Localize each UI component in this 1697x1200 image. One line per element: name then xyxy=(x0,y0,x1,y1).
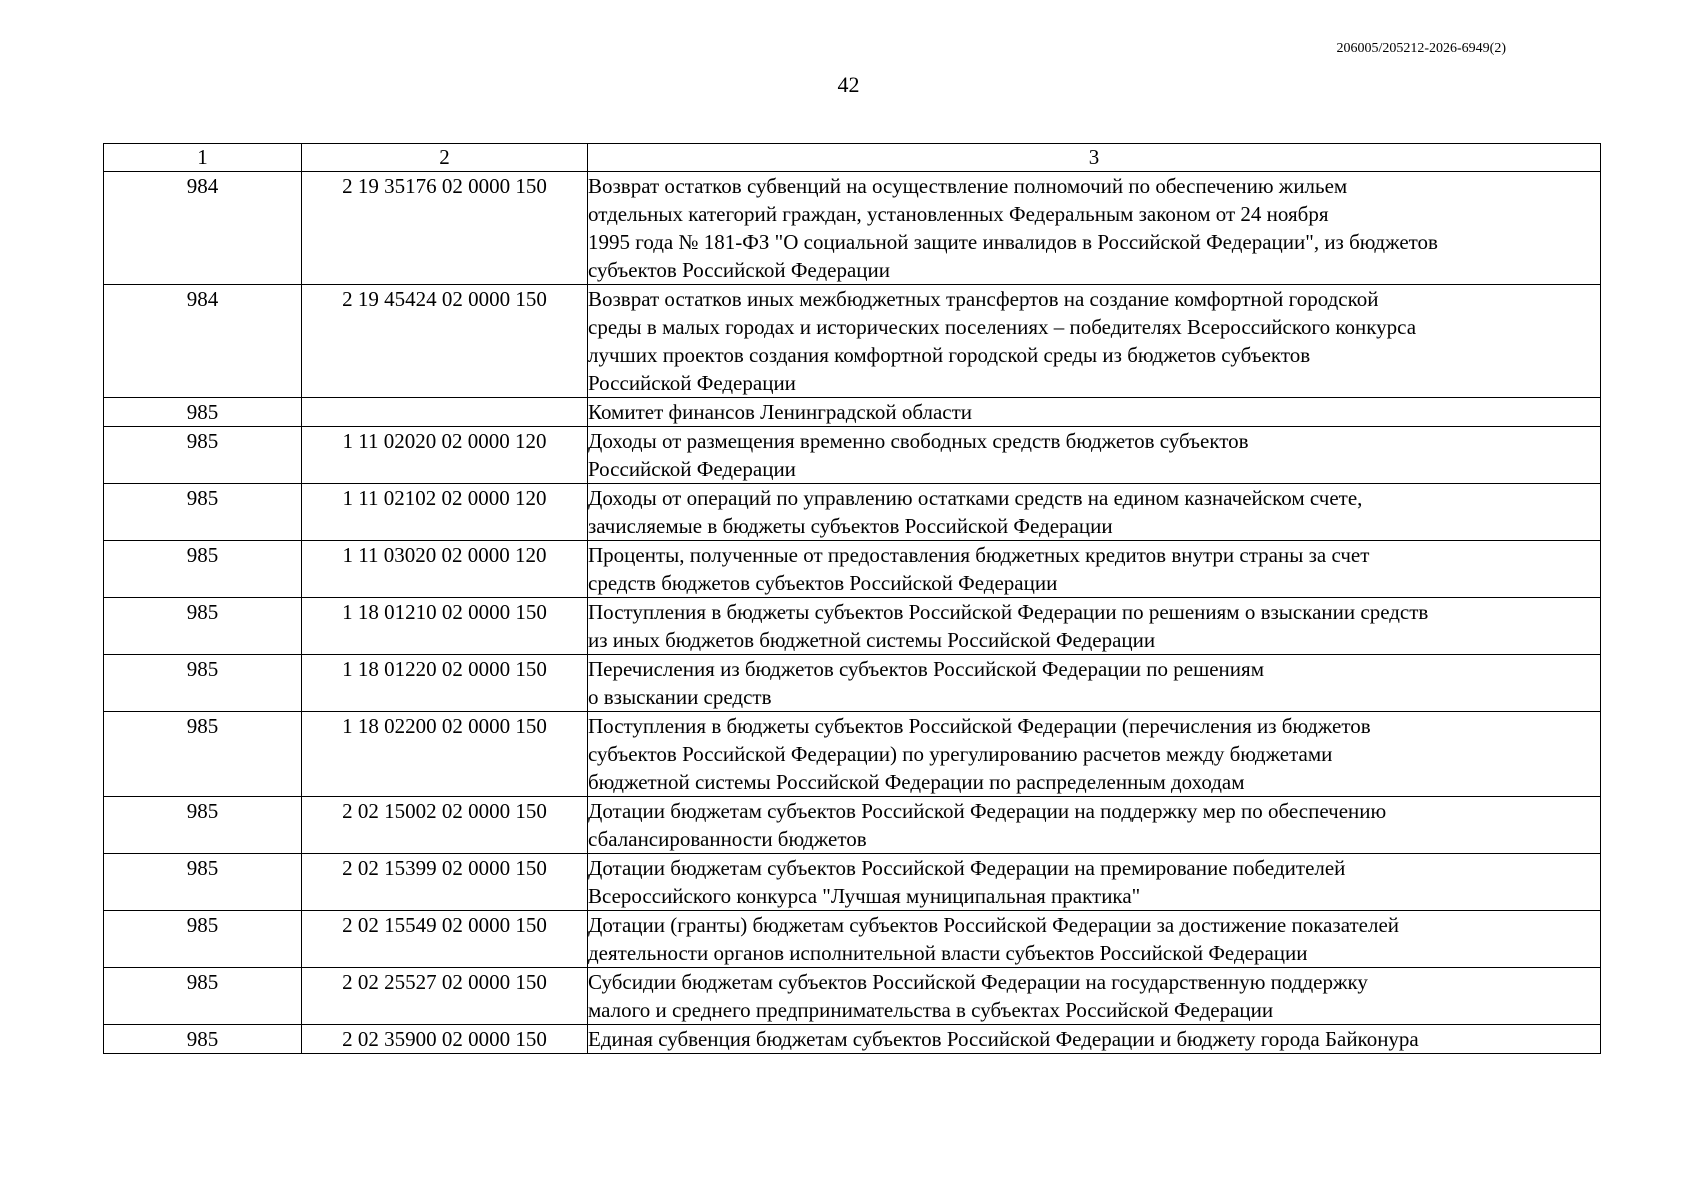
revenue-code-cell: 1 11 02102 02 0000 120 xyxy=(302,484,588,541)
revenue-name-line: Возврат остатков иных межбюджетных трансфертов на создание комфортной городской xyxy=(588,287,1379,311)
administrator-code-cell: 985 xyxy=(104,484,302,541)
administrator-code-cell: 985 xyxy=(104,427,302,484)
administrator-code-cell: 984 xyxy=(104,285,302,398)
revenue-name-cell xyxy=(588,172,1601,285)
column-header-2: 2 xyxy=(302,144,588,172)
table-row xyxy=(104,968,1601,1025)
revenue-code-cell: 2 02 15549 02 0000 150 xyxy=(302,911,588,968)
administrator-code-cell: 985 xyxy=(104,854,302,911)
revenue-name-line: Российской Федерации xyxy=(588,457,796,481)
revenue-code-cell: 1 18 01210 02 0000 150 xyxy=(302,598,588,655)
revenue-name-line: Единая субвенция бюджетам субъектов Российской Федерации и бюджету города Байконура xyxy=(588,1027,1419,1051)
administrator-code-cell: 984 xyxy=(104,172,302,285)
administrator-code-cell: 985 xyxy=(104,541,302,598)
revenue-code-cell: 2 19 45424 02 0000 150 xyxy=(302,285,588,398)
table-row xyxy=(104,655,1601,712)
table-row xyxy=(104,1025,1601,1054)
revenue-name-cell xyxy=(588,797,1601,854)
revenue-code-cell: 1 11 02020 02 0000 120 xyxy=(302,427,588,484)
revenue-code-cell xyxy=(302,398,588,427)
revenue-code-cell: 2 02 35900 02 0000 150 xyxy=(302,1025,588,1054)
revenue-name-line: из иных бюджетов бюджетной системы Российской Федерации xyxy=(588,628,1156,652)
table-row xyxy=(104,285,1601,398)
table-row xyxy=(104,712,1601,797)
administrator-code-cell: 985 xyxy=(104,712,302,797)
revenue-name-line: сбалансированности бюджетов xyxy=(588,827,867,851)
table-row xyxy=(104,598,1601,655)
revenue-name-line: Дотации бюджетам субъектов Российской Федерации на поддержку мер по обеспечению xyxy=(588,799,1387,823)
revenue-name-line: Субсидии бюджетам субъектов Российской Федерации на государственную поддержку xyxy=(588,970,1368,994)
revenue-name-line: Доходы от размещения временно свободных средств бюджетов субъектов xyxy=(588,429,1249,453)
table-row xyxy=(104,398,1601,427)
revenue-name-line: отдельных категорий граждан, установленных Федеральным законом от 24 ноября xyxy=(588,202,1329,226)
revenue-name-line: средств бюджетов субъектов Российской Федерации xyxy=(588,571,1058,595)
revenue-name-cell xyxy=(588,712,1601,797)
revenue-name-cell xyxy=(588,911,1601,968)
column-number-row xyxy=(104,144,1601,172)
revenue-name-line: субъектов Российской Федерации xyxy=(588,258,891,282)
revenue-name-line: Комитет финансов Ленинградской области xyxy=(588,400,973,424)
document-id: 206005/205212-2026-6949(2) xyxy=(1336,41,1506,56)
revenue-name-line: Проценты, полученные от предоставления бюджетных кредитов внутри страны за счет xyxy=(588,543,1370,567)
revenue-name-line: о взыскании средств xyxy=(588,685,772,709)
administrator-code-cell: 985 xyxy=(104,398,302,427)
table-row xyxy=(104,854,1601,911)
table-row xyxy=(104,541,1601,598)
revenue-name-cell xyxy=(588,655,1601,712)
revenue-name-line: бюджетной системы Российской Федерации по распределенным доходам xyxy=(588,770,1245,794)
administrator-code-cell: 985 xyxy=(104,911,302,968)
revenue-name-line: Возврат остатков субвенций на осуществление полномочий по обеспечению жильем xyxy=(588,174,1348,198)
revenue-name-line: зачисляемые в бюджеты субъектов Российской Федерации xyxy=(588,514,1113,538)
revenue-name-line: Дотации бюджетам субъектов Российской Федерации на премирование победителей xyxy=(588,856,1346,880)
column-header-3: 3 xyxy=(588,144,1601,172)
revenue-code-cell: 2 02 15002 02 0000 150 xyxy=(302,797,588,854)
revenue-name-cell xyxy=(588,598,1601,655)
table-row xyxy=(104,172,1601,285)
revenue-name-line: Доходы от операций по управлению остатками средств на едином казначейском счете, xyxy=(588,486,1363,510)
table-header xyxy=(104,144,1601,172)
revenue-name-line: субъектов Российской Федерации) по урегулированию расчетов между бюджетами xyxy=(588,742,1333,766)
revenue-name-cell xyxy=(588,484,1601,541)
table-row xyxy=(104,427,1601,484)
revenue-name-cell xyxy=(588,1025,1601,1054)
administrator-code-cell: 985 xyxy=(104,1025,302,1054)
revenue-name-cell xyxy=(588,285,1601,398)
table-row xyxy=(104,484,1601,541)
revenue-name-line: лучших проектов создания комфортной городской среды из бюджетов субъектов xyxy=(588,343,1311,367)
revenue-name-line: среды в малых городах и исторических поселениях – победителях Всероссийского конкурса xyxy=(588,315,1417,339)
revenue-name-cell xyxy=(588,968,1601,1025)
revenue-name-line: малого и среднего предпринимательства в субъектах Российской Федерации xyxy=(588,998,1274,1022)
revenue-name-line: Дотации (гранты) бюджетам субъектов Российской Федерации за достижение показателей xyxy=(588,913,1400,937)
revenue-name-line: Российской Федерации xyxy=(588,371,796,395)
budget-classification-table xyxy=(103,143,1601,1054)
revenue-name-line: Всероссийского конкурса "Лучшая муниципальная практика" xyxy=(588,884,1141,908)
revenue-name-line: Перечисления из бюджетов субъектов Российской Федерации по решениям xyxy=(588,657,1264,681)
revenue-code-cell: 2 02 15399 02 0000 150 xyxy=(302,854,588,911)
page-number: 42 xyxy=(837,72,860,97)
revenue-name-cell xyxy=(588,541,1601,598)
revenue-name-line: Поступления в бюджеты субъектов Российской Федерации по решениям о взыскании средств xyxy=(588,600,1429,624)
revenue-name-line: деятельности органов исполнительной власти субъектов Российской Федерации xyxy=(588,941,1308,965)
revenue-code-cell: 1 11 03020 02 0000 120 xyxy=(302,541,588,598)
administrator-code-cell: 985 xyxy=(104,968,302,1025)
revenue-name-cell xyxy=(588,427,1601,484)
column-header-1: 1 xyxy=(104,144,302,172)
table-row xyxy=(104,911,1601,968)
revenue-name-line: Поступления в бюджеты субъектов Российской Федерации (перечисления из бюджетов xyxy=(588,714,1371,738)
revenue-code-cell: 2 02 25527 02 0000 150 xyxy=(302,968,588,1025)
revenue-code-cell: 1 18 01220 02 0000 150 xyxy=(302,655,588,712)
revenue-name-line: 1995 года № 181-ФЗ "О социальной защите инвалидов в Российской Федерации", из бюджетов xyxy=(588,230,1438,254)
administrator-code-cell: 985 xyxy=(104,655,302,712)
administrator-code-cell: 985 xyxy=(104,797,302,854)
revenue-name-cell xyxy=(588,854,1601,911)
administrator-code-cell: 985 xyxy=(104,598,302,655)
table-body xyxy=(104,172,1601,1054)
revenue-code-cell: 2 19 35176 02 0000 150 xyxy=(302,172,588,285)
table-row xyxy=(104,797,1601,854)
revenue-name-cell xyxy=(588,398,1601,427)
revenue-code-cell: 1 18 02200 02 0000 150 xyxy=(302,712,588,797)
